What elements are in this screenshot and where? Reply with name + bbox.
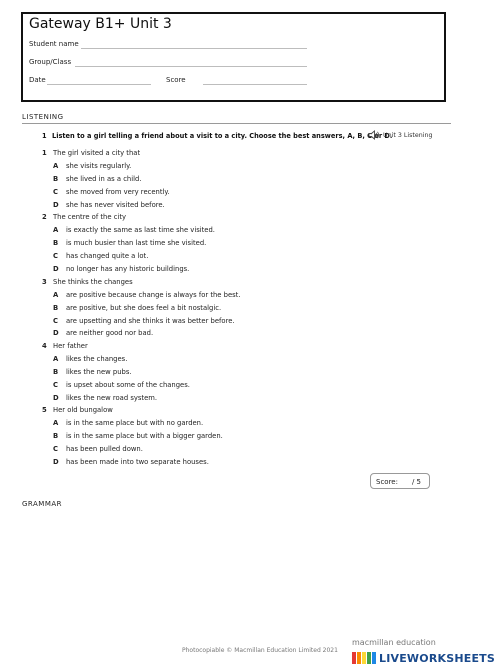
option-text: are positive because change is always for the best. bbox=[66, 291, 241, 299]
q3-option-b[interactable] bbox=[53, 304, 221, 312]
speaker-icon bbox=[368, 130, 380, 140]
option-text: she visits regularly. bbox=[66, 162, 132, 170]
option-text: are upsetting and she thinks it was better before. bbox=[66, 317, 235, 325]
option-text: is in the same place but with no garden. bbox=[66, 419, 204, 427]
option-letter: C bbox=[53, 252, 58, 260]
q1-option-b[interactable] bbox=[53, 175, 142, 183]
option-text: she lived in as a child. bbox=[66, 175, 142, 183]
q2-option-c[interactable] bbox=[53, 252, 148, 260]
option-letter: A bbox=[53, 162, 59, 170]
option-text: has changed quite a lot. bbox=[66, 252, 149, 260]
question-3 bbox=[42, 278, 133, 286]
q1-option-c[interactable] bbox=[53, 188, 170, 196]
option-letter: B bbox=[53, 432, 59, 440]
question-4 bbox=[42, 342, 88, 350]
lw-bar bbox=[372, 652, 376, 664]
lw-bar bbox=[362, 652, 366, 664]
option-letter: D bbox=[53, 329, 59, 337]
option-text: is exactly the same as last time she visited. bbox=[66, 226, 215, 234]
option-letter: A bbox=[53, 226, 59, 234]
lw-bar bbox=[367, 652, 371, 664]
option-text: is much busier than last time she visited. bbox=[66, 239, 207, 247]
question-number: 5 bbox=[42, 406, 47, 414]
option-text: are positive, but she does feel a bit nostalgic. bbox=[66, 304, 222, 312]
option-letter: A bbox=[53, 355, 59, 363]
question-text: The centre of the city bbox=[53, 213, 127, 221]
header-box bbox=[21, 12, 446, 102]
question-number: 2 bbox=[42, 213, 47, 221]
listening-section-title: LISTENING bbox=[22, 113, 64, 121]
instruction-number: 1 bbox=[42, 132, 47, 140]
option-text: has been pulled down. bbox=[66, 445, 143, 453]
option-text: likes the changes. bbox=[66, 355, 128, 363]
option-text: likes the new road system. bbox=[66, 394, 158, 402]
q4-option-b[interactable] bbox=[53, 368, 132, 376]
macmillan-brand-text: macmillan education bbox=[352, 638, 436, 647]
liveworksheets-text: LIVEWORKSHEETS bbox=[379, 651, 495, 665]
q5-option-d[interactable] bbox=[53, 458, 209, 466]
worksheet-title: Gateway B1+ Unit 3 bbox=[29, 16, 172, 32]
question-number: 1 bbox=[42, 149, 47, 157]
student-name-label: Student name bbox=[29, 40, 79, 48]
option-text: she has never visited before. bbox=[66, 201, 165, 209]
liveworksheets-logo[interactable] bbox=[352, 651, 495, 665]
group-class-field[interactable] bbox=[75, 66, 307, 67]
option-letter: A bbox=[53, 291, 59, 299]
option-text: she moved from very recently. bbox=[66, 188, 170, 196]
score-field[interactable] bbox=[203, 84, 307, 85]
q2-option-b[interactable] bbox=[53, 239, 206, 247]
lw-bar bbox=[352, 652, 356, 664]
copyright-text: Photocopiable © Macmillan Education Limited 2021 bbox=[182, 647, 338, 654]
audio-player[interactable] bbox=[368, 130, 432, 140]
q1-option-a[interactable] bbox=[53, 162, 131, 170]
q2-option-a[interactable] bbox=[53, 226, 215, 234]
q3-option-d[interactable] bbox=[53, 329, 153, 337]
q4-option-a[interactable] bbox=[53, 355, 127, 363]
listening-instruction bbox=[42, 132, 392, 140]
date-field[interactable] bbox=[47, 84, 151, 85]
listening-score-box[interactable] bbox=[370, 473, 430, 489]
option-letter: B bbox=[53, 239, 59, 247]
q2-option-d[interactable] bbox=[53, 265, 189, 273]
option-letter: D bbox=[53, 394, 59, 402]
score-total: / 5 bbox=[411, 478, 422, 486]
q3-option-a[interactable] bbox=[53, 291, 241, 299]
group-class-label: Group/Class bbox=[29, 58, 72, 66]
option-text: likes the new pubs. bbox=[66, 368, 132, 376]
question-1 bbox=[42, 149, 140, 157]
question-text: Her old bungalow bbox=[53, 406, 113, 414]
q5-option-c[interactable] bbox=[53, 445, 143, 453]
option-letter: C bbox=[53, 445, 58, 453]
date-label: Date bbox=[29, 76, 46, 84]
option-letter: D bbox=[53, 265, 59, 273]
question-2 bbox=[42, 213, 126, 221]
q5-option-a[interactable] bbox=[53, 419, 203, 427]
option-letter: D bbox=[53, 458, 59, 466]
option-letter: B bbox=[53, 175, 59, 183]
score-box-label: Score: bbox=[376, 478, 398, 486]
q4-option-d[interactable] bbox=[53, 394, 157, 402]
macmillan-logo bbox=[352, 638, 436, 647]
question-text: She thinks the changes bbox=[53, 278, 133, 286]
student-name-field[interactable] bbox=[81, 48, 307, 49]
question-number: 3 bbox=[42, 278, 47, 286]
option-letter: B bbox=[53, 368, 59, 376]
option-text: is in the same place but with a bigger garden. bbox=[66, 432, 223, 440]
q3-option-c[interactable] bbox=[53, 317, 235, 325]
option-letter: D bbox=[53, 201, 59, 209]
question-text: Her father bbox=[53, 342, 88, 350]
option-letter: C bbox=[53, 317, 58, 325]
option-text: no longer has any historic buildings. bbox=[66, 265, 190, 273]
option-letter: C bbox=[53, 381, 58, 389]
grammar-section-title: GRAMMAR bbox=[22, 500, 63, 508]
option-letter: C bbox=[53, 188, 58, 196]
option-letter: B bbox=[53, 304, 59, 312]
q5-option-b[interactable] bbox=[53, 432, 223, 440]
question-5 bbox=[42, 406, 113, 414]
option-letter: A bbox=[53, 419, 59, 427]
lw-bar bbox=[357, 652, 361, 664]
option-text: has been made into two separate houses. bbox=[66, 458, 209, 466]
question-text: The girl visited a city that bbox=[53, 149, 141, 157]
instruction-text: Listen to a girl telling a friend about a visit to a city. Choose the best answers, A, B, C or D. bbox=[52, 132, 393, 140]
q1-option-d[interactable] bbox=[53, 201, 165, 209]
option-text: are neither good nor bad. bbox=[66, 329, 154, 337]
section-divider bbox=[22, 123, 451, 124]
score-label: Score bbox=[166, 76, 186, 84]
q4-option-c[interactable] bbox=[53, 381, 190, 389]
liveworksheets-icon bbox=[352, 652, 376, 664]
audio-label: Unit 3 Listening bbox=[383, 132, 433, 139]
option-text: is upset about some of the changes. bbox=[66, 381, 190, 389]
question-number: 4 bbox=[42, 342, 47, 350]
